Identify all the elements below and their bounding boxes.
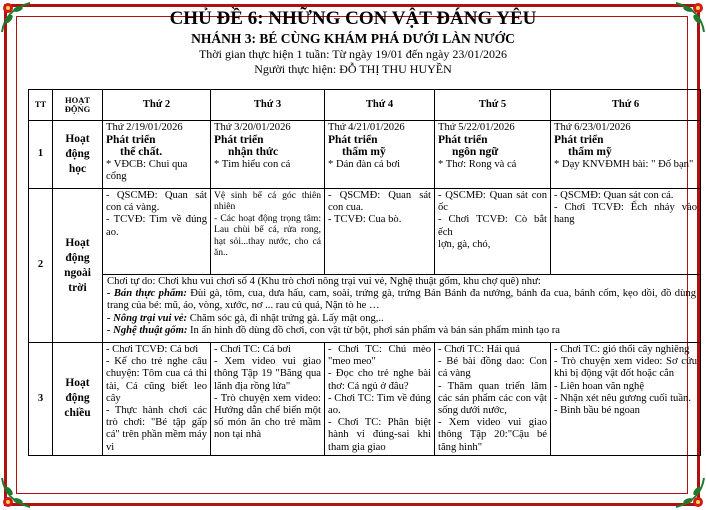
cell-line: - Đọc cho trẻ nghe bài thơ: Cá ngủ ở đâu? <box>328 368 431 392</box>
col-header-day: Thứ 2 <box>103 90 211 121</box>
table-cell <box>435 189 551 275</box>
cell-line: Vệ sinh bể cá góc thiên nhiên <box>214 190 321 213</box>
table-cell <box>325 189 435 275</box>
table-cell <box>435 343 551 456</box>
table-cell <box>211 121 325 189</box>
cell-line: - TCVĐ: Cua bò. <box>328 214 402 226</box>
lesson-text: * Dạy KNVĐMH bài: " Đố bạn" <box>554 158 694 170</box>
cell-date: Thứ 2/19/01/2026 <box>106 122 183 133</box>
col-header-day: Thứ 3 <box>211 90 325 121</box>
free-play-text: Đùi gà, tôm, cua, dưa hấu, cam, soài, trứng gà, trứng Bán Bánh đa nướng, bánh đa cua, bánh cốm, kẹo dồi, đồ dùng trang của bé: mũ, áo, vòng, xước, nơ ... rau củ quả, Nặn tò he … <box>107 288 696 312</box>
free-play-label: - Bán thực phẩm: <box>107 288 187 300</box>
col-header-day: Thứ 6 <box>551 90 701 121</box>
field-label: thể chất. <box>120 146 163 159</box>
table-cell <box>103 189 211 275</box>
row-number: 1 <box>29 121 53 189</box>
col-header-activity: HOẠT ĐỘNG <box>53 90 103 121</box>
corner-flower-icon <box>0 476 34 510</box>
row-number: 3 <box>29 343 53 456</box>
free-play-text: In ấn hình đồ dùng đồ chơi, con vật từ bột, phơi sản phẩm và bán sản phẩm mình tạo ra <box>187 324 560 336</box>
cell-line: - TCVĐ: Tìm về đúng ao. <box>106 214 207 238</box>
cell-line: - QSCMĐ: Quan sát con cua. <box>328 190 431 214</box>
col-header-day: Thứ 4 <box>325 90 435 121</box>
table-cell <box>211 189 325 275</box>
cell-line: - Liên hoan văn nghệ <box>554 380 645 392</box>
activity-name: Hoạt động ngoài trời <box>53 189 103 343</box>
free-play-label: - Nông trại vui vẻ: <box>107 312 188 324</box>
cell-line: - Chơi TC: Chú mèo "meo meo" <box>328 344 431 368</box>
cell-line: - Chơi TCVĐ: Cò bắt ếch <box>438 214 547 238</box>
col-header-day: Thứ 5 <box>435 90 551 121</box>
free-play-text: Chăm sóc gà, đi nhặt trứng gà. Lấy mật ong,.. <box>187 312 384 324</box>
document-header <box>0 8 706 77</box>
cell-line: - QSCMĐ: Quan sát con ốc <box>438 190 547 214</box>
cell-line: lợn, gà, chó, <box>438 238 491 250</box>
free-play-intro: Chơi tự do: Chơi khu vui chơi số 4 (Khu trò chơi nông trại vui vẻ, Nghệ thuật gốm, khu chợ quê) như: <box>107 276 541 287</box>
corner-flower-icon <box>672 476 706 510</box>
cell-line: - Bé bài đồng dao: Con cá vàng <box>438 356 547 380</box>
field-label: Phát triển <box>214 134 264 147</box>
table-cell <box>103 343 211 456</box>
lesson-text: * VĐCB: Chui qua cổng <box>106 158 188 182</box>
cell-line: - Chơi TCVĐ: Ếch nhảy vào hang <box>554 202 697 226</box>
document-title: CHỦ ĐỀ 6: NHỮNG CON VẬT ĐÁNG YÊU <box>169 8 537 29</box>
table-cell <box>551 121 701 189</box>
cell-line: - Kể cho trẻ nghe câu chuyện: Tôm cua cá thi tài, Cá cũng biết leo cây <box>106 356 207 404</box>
table-row <box>29 343 701 456</box>
table-cell <box>325 343 435 456</box>
cell-line: - Nhận xét nêu gương cuối tuần. <box>554 392 691 404</box>
field-label: thẩm mỹ <box>342 146 386 159</box>
table-cell <box>325 121 435 189</box>
cell-line: - Chơi TC: Tìm về đúng ao. <box>328 392 431 417</box>
field-label: Phát triển <box>328 134 378 147</box>
cell-line: - QSCMĐ: Quan sát con cá vàng. <box>106 190 207 214</box>
cell-date: Thứ 6/23/01/2026 <box>554 122 631 133</box>
cell-line: - Chơi TC: Cá bơi <box>214 344 291 355</box>
field-label: Phát triển <box>554 134 604 147</box>
cell-line: - QSCMĐ: Quan sát con cá. <box>554 190 674 201</box>
cell-line: - Chơi TCVĐ: Cá bơi <box>106 344 199 355</box>
cell-line: - Thực hành chơi các trò chơi: "Bé tập gấp cá" trên phần mềm máy vi <box>106 405 207 453</box>
table-cell <box>551 189 701 275</box>
table-cell <box>103 121 211 189</box>
cell-line: - Xem video vui giao thông Tập 20:"Cậu bé tăng hình" <box>438 417 547 453</box>
cell-line: - Thăm quan triển lãm các sản phẩm các con vật sống dưới nước, <box>438 380 547 417</box>
time-period: Thời gian thực hiện 1 tuần: Từ ngày 19/01 đến ngày 23/01/2026 <box>198 47 508 61</box>
activity-name: Hoạt động chiều <box>53 343 103 456</box>
weekly-plan-table <box>28 89 701 456</box>
cell-line: - Bình bầu bé ngoan <box>554 405 640 417</box>
lesson-text: * Dán đàn cá bơi <box>328 158 401 170</box>
cell-line: - Chơi TC: Phân biệt hành vi đúng-sai khi tham gia giao <box>328 417 431 453</box>
cell-line: - Trò chuyện xem video: Sơ cứu khi bị động vật đốt hoặc cắn <box>554 356 697 380</box>
cell-line: - Trò chuyện xem video: Hướng dẫn chế biến một số món ăn cho trẻ mầm non tại nhà <box>214 392 321 441</box>
activity-name: Hoạt động học <box>53 121 103 189</box>
field-label: nhận thức <box>228 146 279 159</box>
field-label: Phát triển <box>438 134 488 147</box>
field-label: thẩm mỹ <box>568 146 612 159</box>
table-row <box>29 275 701 343</box>
author-line: Người thực hiện: ĐỖ THỊ THU HUYỀN <box>254 62 452 76</box>
free-play-item <box>107 325 696 337</box>
branch-subtitle: NHÁNH 3: BÉ CÙNG KHÁM PHÁ DƯỚI LÀN NƯỚC <box>191 31 515 46</box>
free-play-item <box>107 288 696 312</box>
cell-line: - Chơi TC: Hái quả <box>438 344 520 355</box>
cell-date: Thứ 3/20/01/2026 <box>214 122 291 133</box>
free-play-cell <box>103 275 701 343</box>
cell-date: Thứ 4/21/01/2026 <box>328 122 405 133</box>
table-row <box>29 189 701 275</box>
table-header-row <box>29 90 701 121</box>
table-cell <box>211 343 325 456</box>
table-cell <box>551 343 701 456</box>
lesson-text: * Thơ: Rong và cá <box>438 158 517 170</box>
cell-line: - Xem video vui giao thông Tập 19 "Băng qua lãnh địa rồng lửa" <box>214 356 321 392</box>
table-row <box>29 121 701 189</box>
free-play-label: - Nghệ thuật gốm: <box>107 324 188 336</box>
cell-line: - Các hoạt động trọng tâm: Lau chùi bể cá, rửa rong, hạt sỏi...thay nước, cho cá ăn.. <box>214 212 321 259</box>
cell-line: - Chơi TC: gió thổi cây nghiêng <box>554 344 690 355</box>
free-play-item <box>107 313 696 325</box>
lesson-text: * Tìm hiểu con cá <box>214 158 291 170</box>
col-header-stt: TT <box>29 90 53 121</box>
table-cell <box>435 121 551 189</box>
field-label: Phát triển <box>106 134 156 147</box>
cell-date: Thứ 5/22/01/2026 <box>438 122 515 133</box>
field-label: ngôn ngữ <box>452 146 499 159</box>
row-number: 2 <box>29 189 53 343</box>
